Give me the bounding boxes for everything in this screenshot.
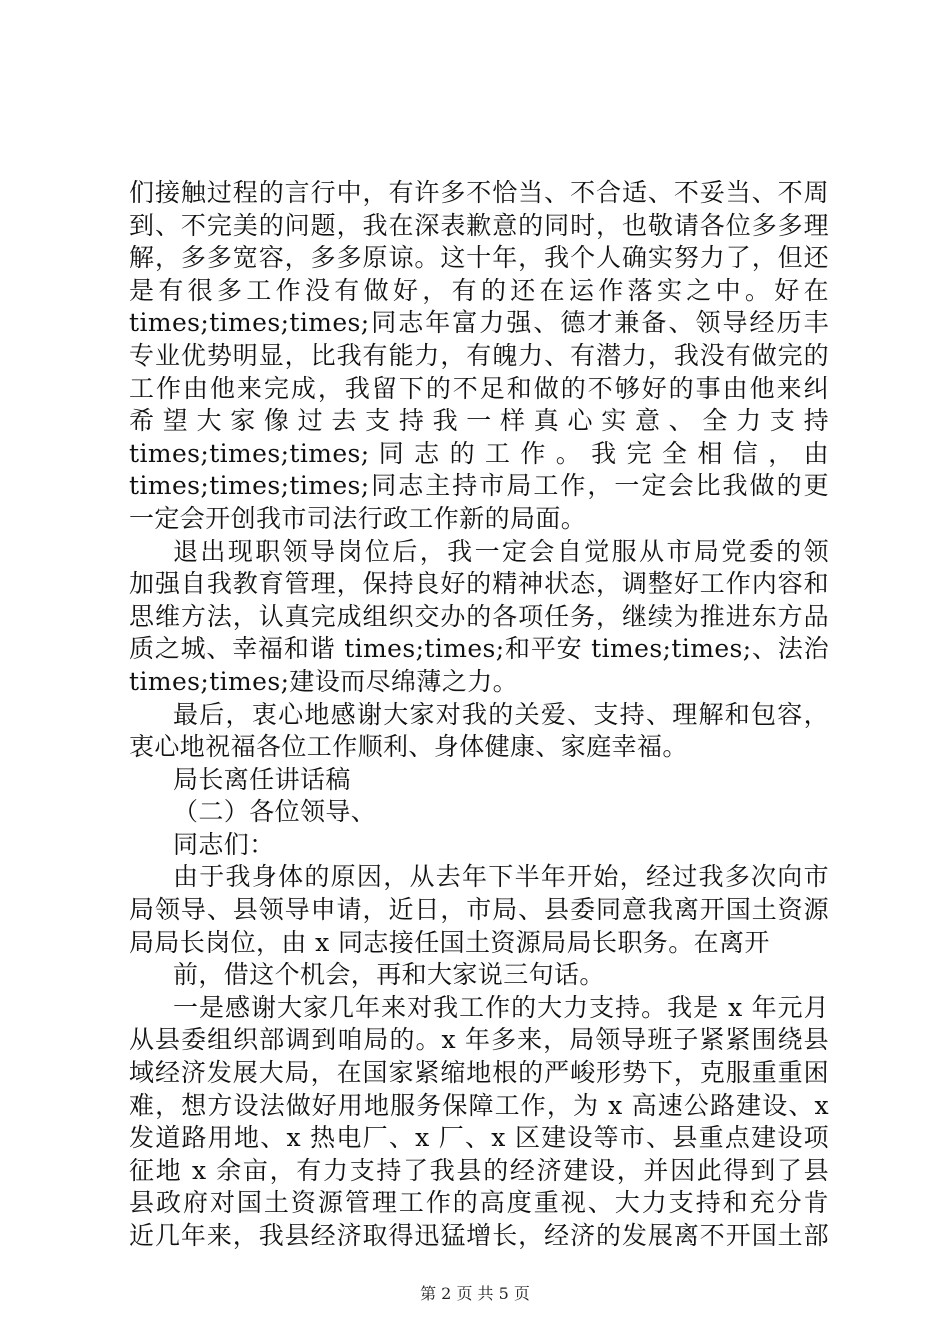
document-body bbox=[129, 177, 829, 1253]
text-line: times;times;times; 同 志 的 工 作 。 我 完 全 相 信 ， 由 bbox=[129, 438, 829, 468]
text-line: 衷心地祝福各位工作顺利、身体健康、家庭幸福。 bbox=[129, 732, 688, 762]
text-line: 到、不完美的问题，我在深表歉意的同时，也敬请各位多多理 bbox=[129, 210, 829, 240]
text-line: 前，借这个机会，再和大家说三句话。 bbox=[173, 960, 605, 990]
text-line: 县政府对国土资源管理工作的高度重视、大力支持和充分肯 bbox=[129, 1188, 829, 1218]
text-line: 思维方法，认真完成组织交办的各项任务，继续为推进东方品 bbox=[129, 601, 829, 631]
text-line: 域经济发展大局，在国家紧缩地根的严峻形势下，克服重重困 bbox=[129, 1058, 829, 1088]
text-line: 加强自我教育管理，保持良好的精神状态，调整好工作内容和 bbox=[129, 569, 829, 599]
text-line: 从县委组织部调到咱局的。x 年多来，局领导班子紧紧围绕县 bbox=[129, 1025, 829, 1055]
salutation-line: （二）各位领导、 bbox=[173, 797, 377, 827]
text-line: 是有很多工作没有做好，有的还在运作落实之中。好在 bbox=[129, 275, 829, 305]
text-line: 质之城、幸福和谐 times;times;和平安 times;times;、法治 bbox=[129, 634, 829, 664]
text-line: 解，多多宽容，多多原谅。这十年，我个人确实努力了，但还 bbox=[129, 243, 829, 273]
text-line: 难，想方设法做好用地服务保障工作，为 x 高速公路建设、x bbox=[129, 1090, 829, 1120]
text-line: 希望大家像过去支持我一样真心实意、全力支持 bbox=[129, 406, 829, 436]
paragraph-first-line: 最后，衷心地感谢大家对我的关爱、支持、理解和包容， bbox=[173, 699, 829, 729]
text-line: 局局长岗位，由 x 同志接任国土资源局局长职务。在离开 bbox=[129, 927, 770, 957]
section-title: 局长离任讲话稿 bbox=[173, 764, 351, 794]
text-line: 专业优势明显，比我有能力，有魄力、有潜力，我没有做完的 bbox=[129, 340, 829, 370]
paragraph-first-line: 一是感谢大家几年来对我工作的大力支持。我是 x 年元月 bbox=[173, 992, 829, 1022]
text-line: 工作由他来完成，我留下的不足和做的不够好的事由他来纠 bbox=[129, 373, 829, 403]
paragraph-first-line: 由于我身体的原因，从去年下半年开始，经过我多次向市 bbox=[173, 862, 829, 892]
paragraph-first-line: 退出现职领导岗位后，我一定会自觉服从市局党委的领 bbox=[173, 536, 829, 566]
text-line: times;times;times;同志主持市局工作，一定会比我做的更 bbox=[129, 471, 829, 501]
text-line: 一定会开创我市司法行政工作新的局面。 bbox=[129, 503, 587, 533]
salutation-line: 同志们： bbox=[173, 829, 275, 859]
text-line: times;times;建设而尽绵薄之力。 bbox=[129, 666, 518, 696]
text-line: 局领导、县领导申请，近日，市局、县委同意我离开国土资源 bbox=[129, 895, 829, 925]
text-line: 们接触过程的言行中，有许多不恰当、不合适、不妥当、不周 bbox=[129, 178, 829, 207]
text-line: 征地 x 余亩，有力支持了我县的经济建设，并因此得到了县 bbox=[129, 1155, 829, 1185]
text-line: 发道路用地、x 热电厂、x 厂、x 区建设等市、县重点建设项 bbox=[129, 1123, 829, 1153]
text-line: times;times;times;同志年富力强、德才兼备、领导经历丰 bbox=[129, 308, 829, 338]
text-line: 近几年来，我县经济取得迅猛增长，经济的发展离不开国土部 bbox=[129, 1221, 829, 1250]
page-number-footer: 第 2 页 共 5 页 bbox=[420, 1284, 530, 1303]
